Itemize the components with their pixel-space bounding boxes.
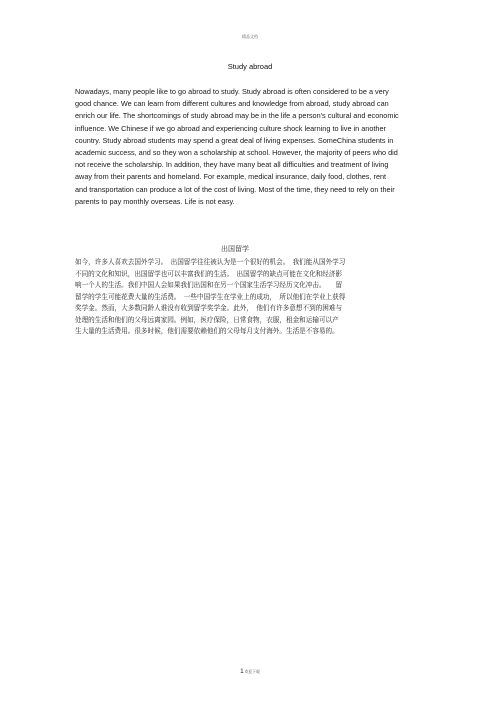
english-line: country. Study abroad students may spend a great deal of living expenses. SomeChina students in [75,135,394,145]
chinese-line: 如今，许多人喜欢去国外学习。 出国留学往往被认为是一个很好的机会。 我们能从国外学习 [75,258,346,266]
chinese-line: 留学的学生可能花费大量的生活费。 一些中国学生在学业上的成功， 所以他们在学业上获得 [75,292,346,301]
english-line: enrich our life. The shortcomings of study abroad may be in the life a person's cultural and economic [75,111,399,121]
page-footer [0,669,500,675]
document-header-mark: 精品文档 [242,34,258,39]
english-line: and transportation can produce a lot of the cost of living. Most of the time, they need to rely on their [75,184,395,194]
chinese-line: 奖学金。然而，大多数同龄人谁没有收到留学奖学金。此外， 他们有许多意想不到的困难与 [75,304,343,312]
english-paragraph [75,86,425,208]
english-line: good chance. We can learn from different cultures and knowledge from abroad, study abroad can [75,99,389,109]
english-line: Nowadays, many people like to go abroad to study. Study abroad is often considered to be a very [75,87,389,96]
footer-note: 欢迎下载 [244,670,260,674]
english-line: influence. We Chinese if we go abroad and experiencing culture shock learning to live in another [75,123,386,133]
chinese-line: 不同的文化和知识，出国留学也可以丰富我们的生活。 出国留学的缺点可能在文化和经济影 [75,269,343,278]
chinese-paragraph [75,257,425,338]
chinese-line: 响一个人的生活。我们中国人会如果我们出国和在另一个国家生活学习经历文化冲击。 留 [75,281,343,289]
english-line: academic success, and so they won a scholarship at school. However, the majority of peers who did [75,148,398,158]
english-title: Study abroad [227,62,273,71]
english-line: parents to pay monthly overseas. Life is not easy. [75,196,235,206]
english-line: away from their parents and homeland. For example, medical insurance, daily food, clothes, rent [75,172,387,182]
page-number: 1 [240,669,244,675]
english-line: not receive the scholarship. In addition, they have many beat all difficulties and treatment of living [75,160,389,170]
chinese-title: 出国留学 [221,245,249,253]
chinese-line: 生大量的生活费用。很多时候，他们需要依赖他们的父母每月支付海外。生活是不容易的。 [75,327,339,335]
chinese-line: 处理的生活和他们的父母远离家园。例如，医疗保险，日常食物，衣服，租金和运输可以产 [75,315,339,324]
